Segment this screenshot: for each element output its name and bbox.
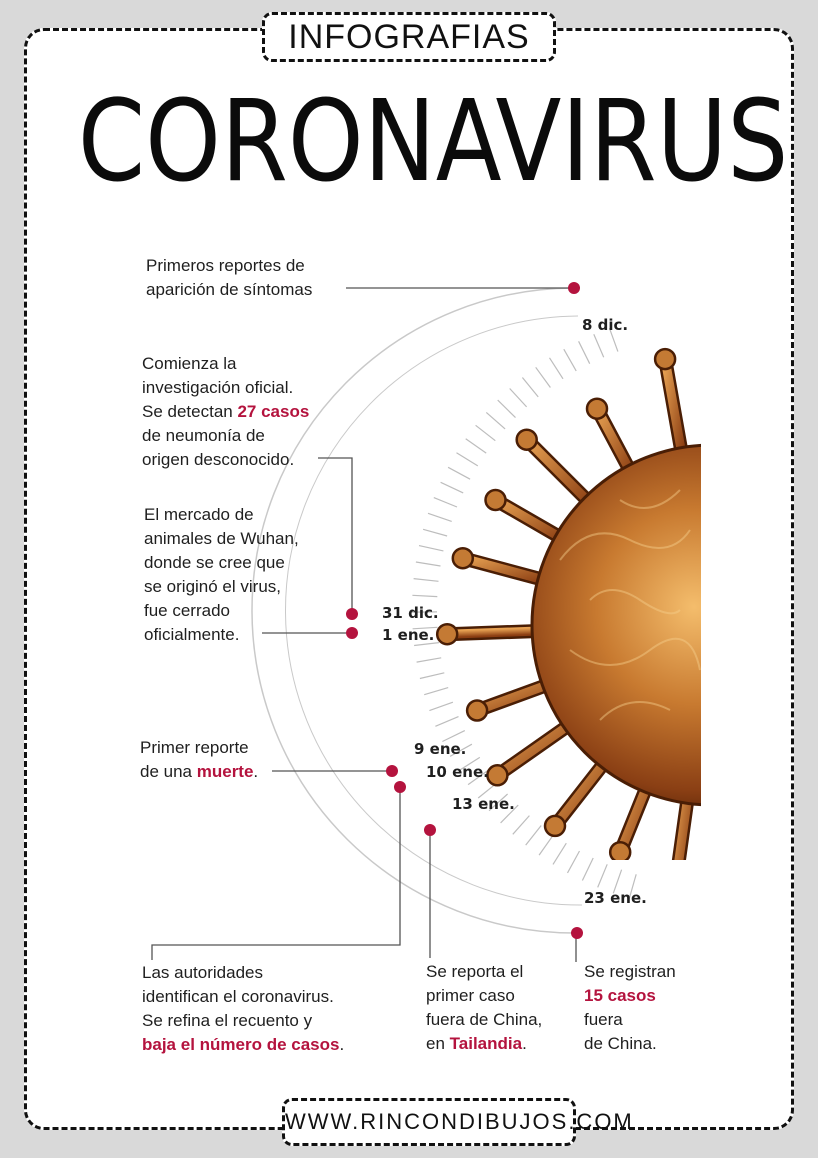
infografias-tag: INFOGRAFIAS <box>262 12 556 62</box>
website-url-tag[interactable]: WWW.RINCONDIBUJOS.COM <box>282 1098 576 1146</box>
date-label: 31 dic. <box>382 604 439 622</box>
date-label: 8 dic. <box>582 316 629 334</box>
event-investigation: Comienza la investigación oficial. Se detectan 27 casos de neumonía de origen desconocido. <box>142 354 310 469</box>
event-first-symptoms: Primeros reportes de aparición de síntomas <box>146 256 313 299</box>
page-title: CORONAVIRUS <box>77 77 789 207</box>
date-label: 1 ene. <box>382 626 435 644</box>
date-label: 10 ene. <box>426 763 489 781</box>
event-15-cases-abroad: Se registran 15 casos fuera de China. <box>584 962 676 1053</box>
date-label: 13 ene. <box>452 795 515 813</box>
date-label: 23 ene. <box>584 889 647 907</box>
date-label: 9 ene. <box>414 740 467 758</box>
event-thailand-case: Se reporta el primer caso fuera de China, en Tailandia. <box>426 962 543 1053</box>
event-market-closed: El mercado de animales de Wuhan, donde se cree que se originó el virus, fue cerrado oficialmente. <box>144 505 299 644</box>
virus-illustration <box>437 349 818 897</box>
event-virus-identified: Las autoridades identifican el coronavirus. Se refina el recuento y baja el número de casos. <box>142 963 345 1054</box>
event-first-death: Primer reporte de una muerte. <box>140 738 259 781</box>
